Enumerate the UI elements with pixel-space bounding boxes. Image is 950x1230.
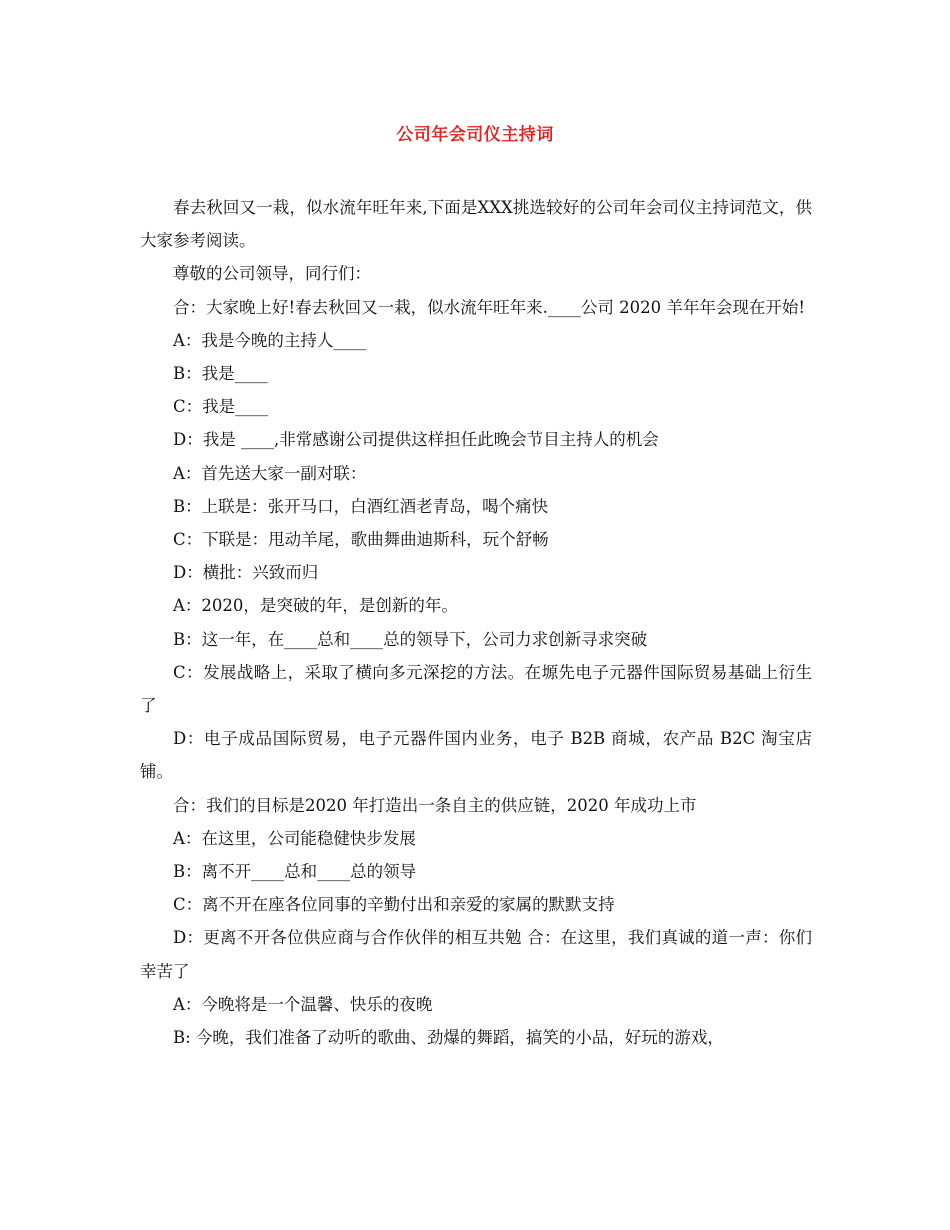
paragraph: A：今晚将是一个温馨、快乐的夜晚 bbox=[173, 994, 433, 1014]
paragraph: 春去秋回又一栽，似水流年旺年来,下面是XXX挑选较好的公司年会司仪主持词范文，供大家参考阅读。 bbox=[140, 198, 812, 251]
paragraph: B: 今晚，我们准备了动听的歌曲、劲爆的舞蹈，搞笑的小品，好玩的游戏， bbox=[173, 1028, 724, 1048]
paragraph: C：离不开在座各位同事的辛勤付出和亲爱的家属的默默支持 bbox=[173, 895, 615, 915]
paragraph: B：我是____ bbox=[173, 364, 268, 384]
paragraph: B：离不开____总和____总的领导 bbox=[173, 862, 417, 882]
paragraph: D：我是 ____,非常感谢公司提供这样担任此晚会节目主持人的机会 bbox=[173, 430, 659, 450]
paragraph: A：在这里，公司能稳健快步发展 bbox=[173, 828, 416, 848]
paragraph: C：我是____ bbox=[173, 397, 269, 417]
paragraph: B：上联是：张开马口，白酒红酒老青岛，喝个痛快 bbox=[173, 496, 549, 516]
document-body bbox=[140, 191, 812, 1054]
document-title: 公司年会司仪主持词 bbox=[396, 125, 554, 145]
paragraph: B：这一年，在____总和____总的领导下，公司力求创新寻求突破 bbox=[173, 629, 648, 649]
paragraph: 尊敬的公司领导，同行们： bbox=[173, 264, 371, 284]
paragraph: 合：大家晚上好!春去秋回又一栽，似水流年旺年来.____公司 2020 羊年年会现在开始! bbox=[173, 297, 805, 317]
paragraph: 合：我们的目标是2020 年打造出一条自主的供应链，2020 年成功上市 bbox=[173, 795, 697, 815]
paragraph: A：我是今晚的主持人____ bbox=[173, 330, 367, 350]
paragraph: A：首先送大家一副对联： bbox=[173, 463, 367, 483]
paragraph: C：发展战略上，采取了横向多元深挖的方法。在塬先电子元器件国际贸易基础上衍生了 bbox=[140, 662, 812, 716]
paragraph: C：下联是：甩动羊尾，歌曲舞曲迪斯科，玩个舒畅 bbox=[173, 530, 549, 550]
paragraph: A：2020，是突破的年，是创新的年。 bbox=[173, 596, 458, 616]
paragraph: D：更离不开各位供应商与合作伙伴的相互共勉 合：在这里，我们真诚的道一声：你们幸苦了 bbox=[140, 928, 812, 981]
paragraph: D：电子成品国际贸易，电子元器件国内业务，电子 B2B 商城，农产品 B2C 淘宝店铺。 bbox=[140, 729, 812, 782]
paragraph: D：横批：兴致而归 bbox=[173, 563, 319, 583]
